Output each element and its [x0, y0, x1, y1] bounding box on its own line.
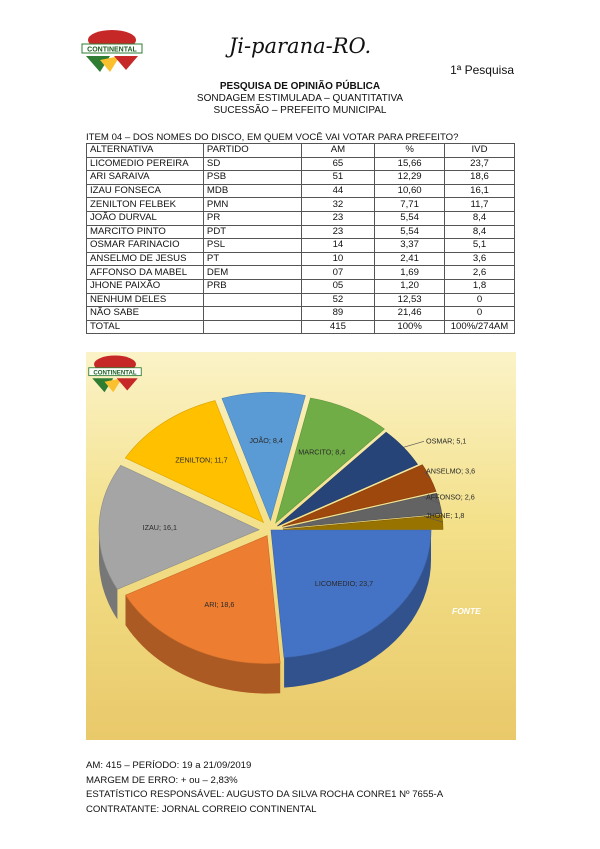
table-row [87, 307, 515, 321]
table-cell: TOTAL [87, 320, 204, 334]
table-cell: ZENILTON FELBEK [87, 198, 204, 212]
table-cell: AM [301, 144, 375, 158]
table-cell: MDB [203, 184, 301, 198]
table-row [87, 171, 515, 185]
table-row [87, 293, 515, 307]
table-cell: 32 [301, 198, 375, 212]
pie-label-zenilton: ZENILTON; 11,7 [175, 455, 228, 465]
pie-label-marcito: MARCITO; 8,4 [298, 447, 346, 457]
pie-label-ari: ARI; 18,6 [204, 600, 235, 610]
table-cell: 51 [301, 171, 375, 185]
city-title: Ji-parana-RO. [228, 34, 372, 58]
table-cell: 10 [301, 252, 375, 266]
pie-chart [86, 352, 516, 740]
table-cell: IZAU FONSECA [87, 184, 204, 198]
table-cell: 5,1 [445, 239, 515, 253]
table-cell: SD [203, 157, 301, 171]
header-line-1: PESQUISA DE OPINIÃO PÚBLICA [219, 81, 381, 92]
table-cell: MARCITO PINTO [87, 225, 204, 239]
table-header-row [87, 144, 515, 158]
footer-margin-error: MARGEM DE ERRO: + ou – 2,83% [86, 775, 238, 786]
question-title: ITEM 04 – DOS NOMES DO DISCO, EM QUEM VOCÊ VAI VOTAR PARA PREFEITO? [86, 132, 459, 143]
table-cell: IVD [445, 144, 515, 158]
table-cell: 23 [301, 225, 375, 239]
table-cell: ALTERNATIVA [87, 144, 204, 158]
table-row [87, 225, 515, 239]
table-cell: 1,8 [445, 279, 515, 293]
table-row [87, 320, 515, 334]
table-cell: 05 [301, 279, 375, 293]
table-cell: ANSELMO DE JESUS [87, 252, 204, 266]
table-cell: 415 [301, 320, 375, 334]
table-cell: PT [203, 252, 301, 266]
table-cell: 5,54 [375, 225, 445, 239]
table-cell: 44 [301, 184, 375, 198]
table-cell: 23,7 [445, 157, 515, 171]
table-cell: 0 [445, 307, 515, 321]
table-row [87, 266, 515, 280]
pie-label-joão: JOÃO; 8,4 [249, 436, 283, 446]
table-cell: PDT [203, 225, 301, 239]
table-cell: 1,20 [375, 279, 445, 293]
table-cell: 5,54 [375, 211, 445, 225]
results-table [86, 143, 515, 334]
table-cell: 14 [301, 239, 375, 253]
pie-label-anselmo: ANSELMO; 3,6 [426, 466, 476, 476]
table-cell: 52 [301, 293, 375, 307]
table-cell: 18,6 [445, 171, 515, 185]
table-row [87, 252, 515, 266]
logo-text: CONTINENTAL [87, 46, 137, 54]
chart-source-label: FONTE [452, 606, 481, 616]
pie-slice-licomedio [271, 530, 431, 658]
table-cell: 100% [375, 320, 445, 334]
table-cell: 7,71 [375, 198, 445, 212]
table-row [87, 198, 515, 212]
table-cell: 2,41 [375, 252, 445, 266]
table-cell: NÃO SABE [87, 307, 204, 321]
table-cell: JHONE PAIXÃO [87, 279, 204, 293]
table-cell: 3,6 [445, 252, 515, 266]
table-cell: 07 [301, 266, 375, 280]
pie-label-jhone: JHONE; 1,8 [426, 511, 465, 521]
table-cell: DEM [203, 266, 301, 280]
pie-leader-line [403, 441, 424, 447]
pie-label-affonso: AFFONSO; 2,6 [426, 492, 475, 502]
survey-number: 1ª Pesquisa [450, 63, 514, 77]
table-cell: LICOMEDIO PEREIRA [87, 157, 204, 171]
table-cell: OSMAR FARINACIO [87, 239, 204, 253]
table-cell [203, 320, 301, 334]
table-cell: PMN [203, 198, 301, 212]
table-cell: 11,7 [445, 198, 515, 212]
table-cell: 8,4 [445, 211, 515, 225]
table-row [87, 211, 515, 225]
table-cell [203, 307, 301, 321]
table-cell: PARTIDO [203, 144, 301, 158]
table-cell: PSB [203, 171, 301, 185]
table-cell: 100%/274AM [445, 320, 515, 334]
footer-statistician: ESTATÍSTICO RESPONSÁVEL: AUGUSTO DA SILVA ROCHA CONRE1 Nº 7655-A [86, 789, 444, 800]
table-cell: PRB [203, 279, 301, 293]
table-cell: 16,1 [445, 184, 515, 198]
table-cell: 89 [301, 307, 375, 321]
table-cell: NENHUM DELES [87, 293, 204, 307]
header-line-3: SUCESSÃO – PREFEITO MUNICIPAL [213, 105, 387, 116]
table-row [87, 184, 515, 198]
footer-contractor: CONTRATANTE: JORNAL CORREIO CONTINENTAL [86, 804, 317, 815]
table-cell: 3,37 [375, 239, 445, 253]
table-cell: 15,66 [375, 157, 445, 171]
table-row [87, 279, 515, 293]
pie-label-izau: IZAU; 16,1 [142, 523, 177, 532]
table-cell: 10,60 [375, 184, 445, 198]
pie-label-licomedio: LICOMEDIO; 23,7 [314, 578, 374, 588]
table-cell: AFFONSO DA MABEL [87, 266, 204, 280]
table-cell: ARI SARAIVA [87, 171, 204, 185]
table-cell: JOÃO DURVAL [87, 211, 204, 225]
logo-text-small: CONTINENTAL [93, 369, 137, 377]
pie-label-osmar: OSMAR; 5,1 [426, 436, 467, 446]
table-cell: 21,46 [375, 307, 445, 321]
table-cell: 12,29 [375, 171, 445, 185]
table-cell: PSL [203, 239, 301, 253]
table-cell: 65 [301, 157, 375, 171]
header-line-2: SONDAGEM ESTIMULADA – QUANTITATIVA [196, 93, 404, 104]
table-cell: 2,6 [445, 266, 515, 280]
table-row [87, 157, 515, 171]
table-cell: 8,4 [445, 225, 515, 239]
table-cell: 23 [301, 211, 375, 225]
table-row [87, 239, 515, 253]
table-cell: % [375, 144, 445, 158]
table-cell: 12,53 [375, 293, 445, 307]
pie-chart-svg [86, 352, 516, 740]
table-cell: 1,69 [375, 266, 445, 280]
table-cell: PR [203, 211, 301, 225]
continental-logo-small [86, 352, 144, 394]
footer-sample-period: AM: 415 – PERÍODO: 19 a 21/09/2019 [86, 760, 252, 771]
table-cell: 0 [445, 293, 515, 307]
table-cell [203, 293, 301, 307]
